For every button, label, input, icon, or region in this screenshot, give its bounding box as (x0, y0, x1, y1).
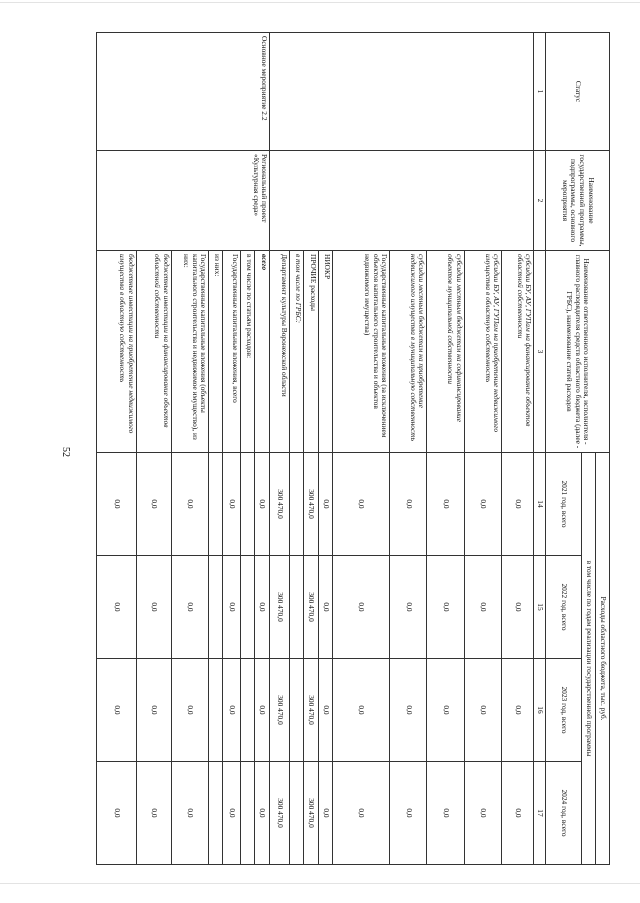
table-row (502, 33, 534, 865)
expense-article-cell: всего (255, 251, 270, 453)
value-cell-2022: 0,0 (171, 556, 208, 659)
value-cell-2023: 300 470,0 (304, 659, 318, 762)
expense-article-cell: из них: (209, 251, 223, 453)
expense-article-cell: в том числе по ГРБС: (289, 251, 303, 453)
value-cell-2021: 0,0 (318, 453, 332, 556)
expense-article-cell: бюджетные инвестиции на приобретение недвижимого имущества в областную собственность (97, 251, 137, 453)
header-program-name: Наименование государственной программы, подпрограммы, основного мероприятия (546, 151, 610, 251)
value-cell-2023: 0,0 (427, 659, 464, 762)
table-body (97, 33, 534, 865)
value-cell-2024: 0,0 (97, 762, 137, 865)
header-budget-expenses: Расходы областного бюджета, тыс. руб. (596, 453, 610, 865)
value-cell-2021: 0,0 (223, 453, 240, 556)
value-cell-2021: 0,0 (97, 453, 137, 556)
value-cell-2024: 0,0 (136, 762, 171, 865)
header-year-2024: 2024 год, всего (546, 762, 582, 865)
expense-article-cell: в том числе по статьям расходов: (240, 251, 254, 453)
value-cell-2024: 0,0 (464, 762, 501, 865)
col-number-2: 2 (534, 151, 546, 251)
expense-article-cell: НИОКР (318, 251, 332, 453)
value-cell-2022: 0,0 (427, 556, 464, 659)
value-cell-2024: 300 470,0 (270, 762, 290, 865)
expense-article-cell: субсидии местным бюджетам на софинансирование объектов муниципальной собственности (427, 251, 464, 453)
value-cell-2024: 0,0 (255, 762, 270, 865)
value-cell-2022: 0,0 (464, 556, 501, 659)
value-cell-2023 (240, 659, 254, 762)
value-cell-2023: 0,0 (502, 659, 534, 762)
value-cell-2022: 0,0 (502, 556, 534, 659)
value-cell-2022: 0,0 (255, 556, 270, 659)
value-cell-2022 (289, 556, 303, 659)
value-cell-2021: 0,0 (255, 453, 270, 556)
program-name-cell: Региональный проект «Культурная среда» (97, 151, 270, 251)
value-cell-2022: 0,0 (223, 556, 240, 659)
expense-article-cell: Государственные капитальные вложения (объекты капитального строительства и недвижимое имущество), из них: (171, 251, 208, 453)
expense-article-cell: Департамент культуры Воронежской области (270, 251, 290, 453)
value-cell-2021: 0,0 (427, 453, 464, 556)
value-cell-2023: 0,0 (223, 659, 240, 762)
expense-article-cell: бюджетные инвестиции на финансирование объектов областной собственности (136, 251, 171, 453)
value-cell-2021: 300 470,0 (270, 453, 290, 556)
value-cell-2023: 300 470,0 (270, 659, 290, 762)
value-cell-2024 (240, 762, 254, 865)
header-year-2023: 2023 год, всего (546, 659, 582, 762)
budget-table-rotated (96, 32, 610, 864)
value-cell-2021: 0,0 (464, 453, 501, 556)
col-number-17: 17 (534, 762, 546, 865)
expense-article-cell: ПРОЧИЕ расходы (304, 251, 318, 453)
header-executor: Наименование ответственного исполнителя, исполнителя - главного распорядителя средств областного бюджета (далее - ГРБС), наименование статей расходов (546, 251, 610, 453)
col-number-1: 1 (534, 33, 546, 151)
value-cell-2022: 300 470,0 (304, 556, 318, 659)
value-cell-2024: 0,0 (223, 762, 240, 865)
page-number: 52 (60, 447, 71, 457)
value-cell-2024: 0,0 (318, 762, 332, 865)
value-cell-2022: 300 470,0 (270, 556, 290, 659)
status-cell (270, 33, 534, 151)
value-cell-2023: 0,0 (255, 659, 270, 762)
value-cell-2021: 0,0 (502, 453, 534, 556)
value-cell-2023: 0,0 (97, 659, 137, 762)
value-cell-2023: 0,0 (464, 659, 501, 762)
table-row (255, 33, 270, 865)
value-cell-2024 (209, 762, 223, 865)
header-year-2022: 2022 год, всего (546, 556, 582, 659)
expense-article-cell: субсидии БУ, АУ, ГУПам на приобретение недвижимого имущества в областную собственность (464, 251, 501, 453)
expense-article-cell: субсидии местным бюджетам на приобретение недвижимого имущества в муниципальную собственность (390, 251, 427, 453)
value-cell-2024: 0,0 (427, 762, 464, 865)
value-cell-2023 (289, 659, 303, 762)
value-cell-2022 (240, 556, 254, 659)
value-cell-2022: 0,0 (136, 556, 171, 659)
value-cell-2021: 300 470,0 (304, 453, 318, 556)
value-cell-2021: 0,0 (171, 453, 208, 556)
value-cell-2022 (209, 556, 223, 659)
col-number-16: 16 (534, 659, 546, 762)
status-cell: Основное мероприятие 2.2 (97, 33, 270, 151)
col-number-15: 15 (534, 556, 546, 659)
expense-article-cell: Государственные капитальные вложения, всего (223, 251, 240, 453)
value-cell-2023: 0,0 (171, 659, 208, 762)
value-cell-2023: 0,0 (136, 659, 171, 762)
value-cell-2023: 0,0 (332, 659, 389, 762)
header-status: Статус (546, 33, 610, 151)
value-cell-2021 (209, 453, 223, 556)
value-cell-2024: 0,0 (502, 762, 534, 865)
col-number-14: 14 (534, 453, 546, 556)
value-cell-2021 (240, 453, 254, 556)
value-cell-2023 (209, 659, 223, 762)
value-cell-2024 (289, 762, 303, 865)
value-cell-2022: 0,0 (97, 556, 137, 659)
value-cell-2022: 0,0 (390, 556, 427, 659)
value-cell-2024: 300 470,0 (304, 762, 318, 865)
value-cell-2023: 0,0 (318, 659, 332, 762)
program-name-cell (270, 151, 534, 251)
value-cell-2021: 0,0 (332, 453, 389, 556)
col-number-3: 3 (534, 251, 546, 453)
value-cell-2021: 0,0 (390, 453, 427, 556)
budget-table (96, 32, 610, 865)
value-cell-2023: 0,0 (390, 659, 427, 762)
value-cell-2024: 0,0 (332, 762, 389, 865)
value-cell-2024: 0,0 (390, 762, 427, 865)
expense-article-cell: субсидии БУ, АУ, ГУПам на финансирование объектов областной собственности (502, 251, 534, 453)
header-by-years: в том числе по годам реализации государственной программы (582, 453, 596, 865)
value-cell-2022: 0,0 (318, 556, 332, 659)
expense-article-cell: Государственные капитальные вложения (за исключением объектов капитального строительства и объектов недвижимого имущества) (332, 251, 389, 453)
value-cell-2022: 0,0 (332, 556, 389, 659)
value-cell-2021: 0,0 (136, 453, 171, 556)
header-year-2021: 2021 год, всего (546, 453, 582, 556)
value-cell-2021 (289, 453, 303, 556)
value-cell-2024: 0,0 (171, 762, 208, 865)
